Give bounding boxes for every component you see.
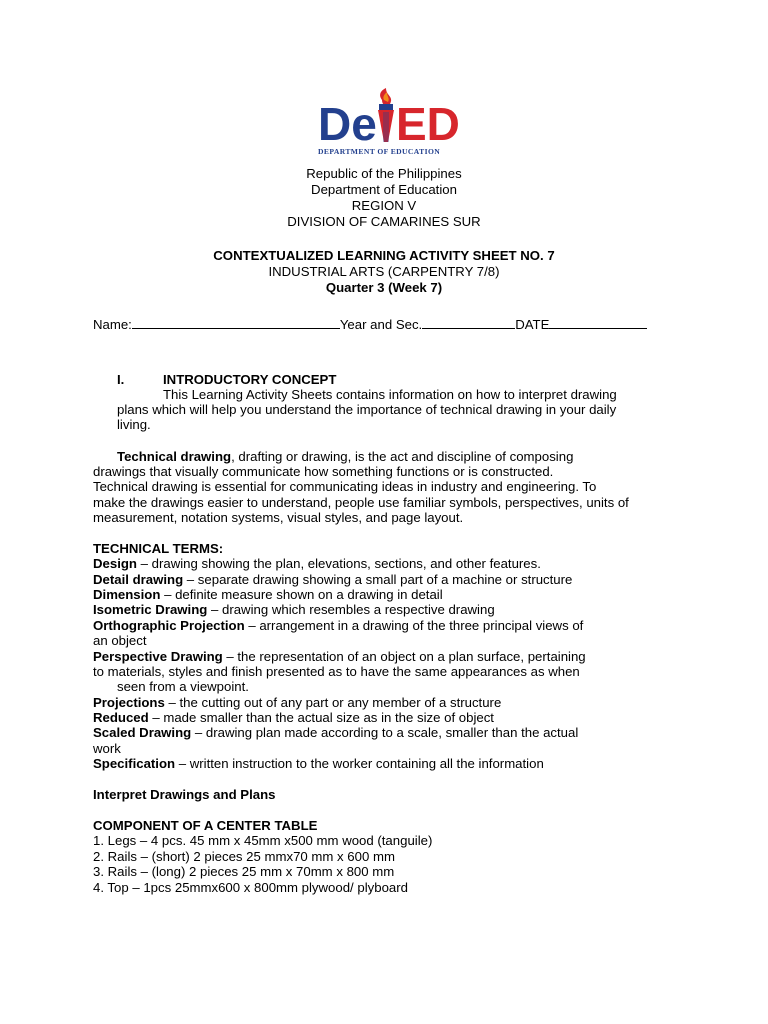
term-row <box>93 572 572 588</box>
term-row <box>93 618 583 634</box>
term-definition: – separate drawing showing a small part of a machine or structure <box>183 572 573 587</box>
header-division: DIVISION OF CAMARINES SUR <box>287 214 481 229</box>
term-definition: work <box>93 741 121 756</box>
term-row <box>93 633 147 649</box>
term-definition: – written instruction to the worker containing all the information <box>175 756 544 771</box>
td-term: Technical drawing <box>117 449 232 464</box>
component-item: 4. Top – 1pcs 25mmx600 x 800mm plywood/ plyboard <box>93 880 408 895</box>
components-heading: COMPONENT OF A CENTER TABLE <box>93 818 318 833</box>
term-name: Dimension <box>93 587 161 602</box>
svg-text:DEPARTMENT OF EDUCATION: DEPARTMENT OF EDUCATION <box>318 147 441 156</box>
td-line-2: drawings that visually communicate how something functions or is constructed. <box>93 464 554 479</box>
term-definition: – arrangement in a drawing of the three principal views of <box>244 618 584 633</box>
svg-text:ED: ED <box>396 98 460 150</box>
year-sec-blank[interactable] <box>422 316 515 329</box>
term-name: Reduced <box>93 710 149 725</box>
td-line-3: Technical drawing is essential for communicating ideas in industry and engineering. To <box>93 479 597 494</box>
date-label: DATE <box>515 317 550 332</box>
term-definition: – the representation of an object on a plan surface, pertaining <box>222 649 586 664</box>
intro-line-2: plans which will help you understand the importance of technical drawing in your daily <box>117 402 617 417</box>
term-name: Specification <box>93 756 176 771</box>
date-blank[interactable] <box>549 316 647 329</box>
header-region: REGION V <box>351 198 417 213</box>
terms-heading: TECHNICAL TERMS: <box>93 541 224 556</box>
sheet-title: CONTEXTUALIZED LEARNING ACTIVITY SHEET NO. 7 <box>213 248 555 263</box>
term-row <box>93 556 541 572</box>
term-definition: to materials, styles and finish presented as to have the same appearances as when <box>93 664 580 679</box>
subject-title: INDUSTRIAL ARTS (CARPENTRY 7/8) <box>268 264 500 279</box>
deped-logo <box>316 88 468 160</box>
td-rest: , drafting or drawing, is the act and discipline of composing <box>231 449 574 464</box>
term-row <box>93 725 578 741</box>
name-label: Name: <box>93 317 132 332</box>
name-blank[interactable] <box>132 316 340 329</box>
td-line-5: measurement, notation systems, visual styles, and page layout. <box>93 510 464 525</box>
term-row <box>93 695 501 711</box>
term-row <box>93 741 121 757</box>
term-row <box>117 679 249 695</box>
component-item: 1. Legs – 4 pcs. 45 mm x 45mm x500 mm wood (tanguile) <box>93 833 433 848</box>
header-department: Department of Education <box>311 182 457 197</box>
section-number: I. <box>117 372 125 387</box>
term-name: Detail drawing <box>93 572 184 587</box>
term-name: Perspective Drawing <box>93 649 223 664</box>
td-line-1 <box>117 449 573 465</box>
intro-line-1: This Learning Activity Sheets contains information on how to interpret drawing <box>163 387 617 402</box>
interpret-heading: Interpret Drawings and Plans <box>93 787 276 802</box>
term-row <box>93 664 580 680</box>
term-definition: – made smaller than the actual size as in the size of object <box>148 710 494 725</box>
term-name: Orthographic Projection <box>93 618 245 633</box>
term-row <box>93 649 586 665</box>
term-definition: – the cutting out of any part or any member of a structure <box>164 695 502 710</box>
term-definition: – drawing plan made according to a scale, smaller than the actual <box>191 725 579 740</box>
term-definition: – definite measure shown on a drawing in detail <box>160 587 443 602</box>
term-name: Design <box>93 556 137 571</box>
header-republic: Republic of the Philippines <box>306 166 462 181</box>
term-name: Projections <box>93 695 165 710</box>
term-row <box>93 710 494 726</box>
term-definition: – drawing showing the plan, elevations, sections, and other features. <box>136 556 541 571</box>
section-heading: INTRODUCTORY CONCEPT <box>163 372 337 387</box>
term-row <box>93 602 495 618</box>
svg-text:De: De <box>318 98 377 150</box>
term-row <box>93 587 443 603</box>
term-definition: seen from a viewpoint. <box>117 679 249 694</box>
intro-line-3: living. <box>117 417 151 432</box>
term-definition: an object <box>93 633 147 648</box>
td-line-4: make the drawings easier to understand, people use familiar symbols, perspectives, units of <box>93 495 629 510</box>
component-item: 3. Rails – (long) 2 pieces 25 mm x 70mm x 800 mm <box>93 864 395 879</box>
term-row <box>93 756 544 772</box>
term-name: Scaled Drawing <box>93 725 192 740</box>
component-item: 2. Rails – (short) 2 pieces 25 mmx70 mm x 600 mm <box>93 849 395 864</box>
student-info-line <box>93 316 647 333</box>
year-sec-label: Year and Sec. <box>339 317 423 332</box>
quarter-title: Quarter 3 (Week 7) <box>325 280 443 295</box>
term-name: Isometric Drawing <box>93 602 208 617</box>
torch-icon <box>378 88 394 142</box>
term-definition: – drawing which resembles a respective drawing <box>207 602 495 617</box>
